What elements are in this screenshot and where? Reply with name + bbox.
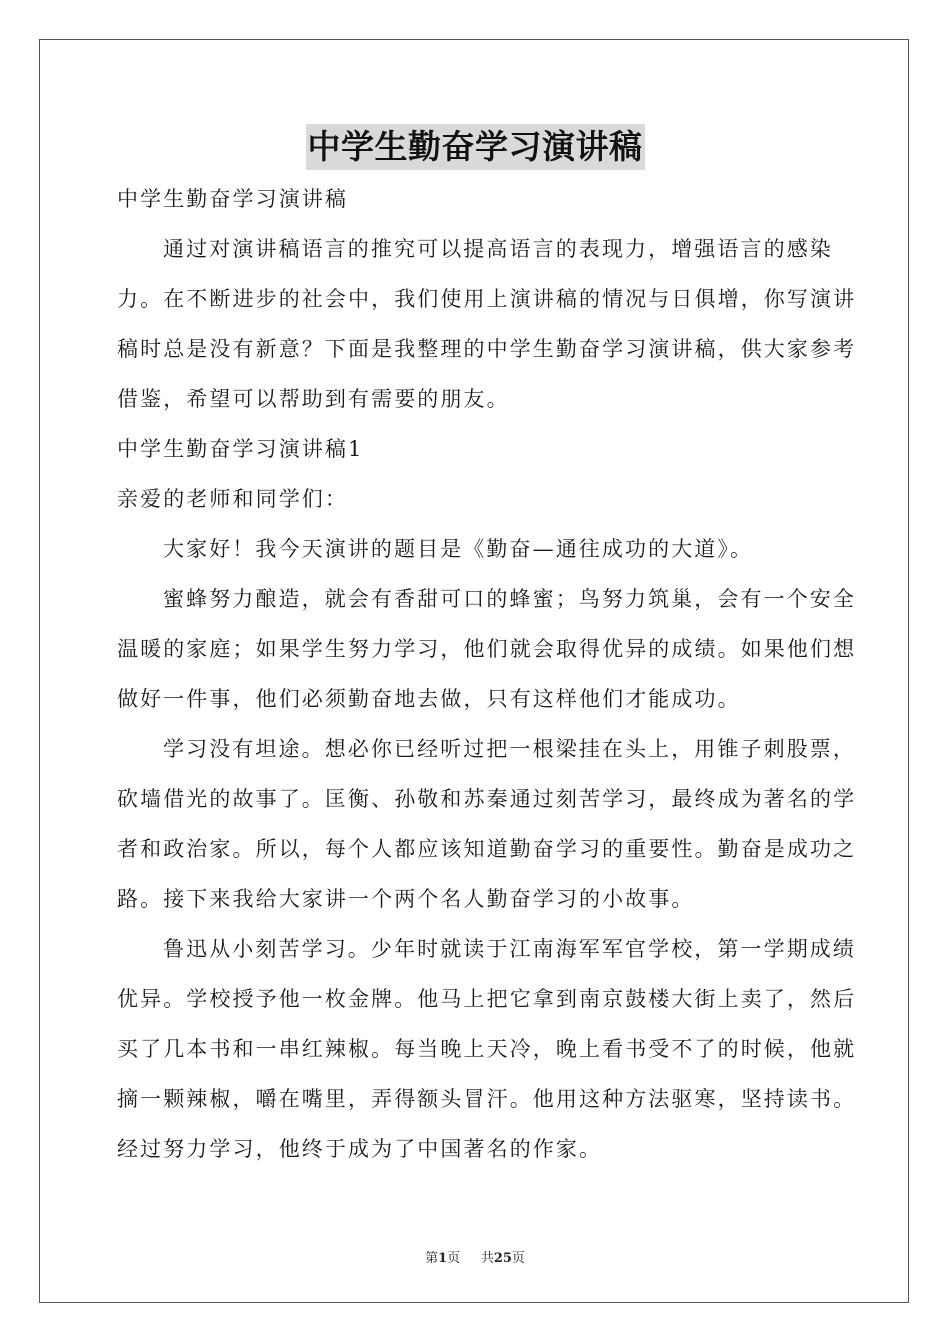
title-container <box>0 124 950 170</box>
document-title: 中学生勤奋学习演讲稿 <box>306 124 645 170</box>
paragraph-subtitle: 中学生勤奋学习演讲稿 <box>117 187 348 211</box>
paragraph-greeting: 大家好！我今天演讲的题目是《勤奋—通往成功的大道》。 <box>163 537 754 561</box>
paragraph-body: 鲁迅从小刻苦学习。少年时就读于江南海军军官学校，第一学期成绩优异。学校授予他一枚金牌。他马上把它拿到南京鼓楼大街上卖了，然后买了几本书和一串红辣椒。每当晚上天冷，晚上看书受不了的时候，他就摘一颗辣椒，嚼在嘴里，弄得额头冒汗。他用这种方法驱寒，坚持读书。经过努力学习，他终于成为了中国著名的作家。 <box>117 937 857 1161</box>
page-number-label: 第1页 <box>425 1251 461 1266</box>
page-footer <box>0 1247 950 1266</box>
paragraph-salutation: 亲爱的老师和同学们： <box>117 487 348 511</box>
paragraph-body: 蜜蜂努力酿造，就会有香甜可口的蜂蜜；鸟努力筑巢，会有一个安全温暖的家庭；如果学生努力学习，他们就会取得优异的成绩。如果他们想做好一件事，他们必须勤奋地去做，只有这样他们才能成功。 <box>117 587 857 711</box>
document-body <box>117 174 857 1174</box>
paragraph-intro: 通过对演讲稿语言的推究可以提高语言的表现力，增强语言的感染力。在不断进步的社会中，我们使用上演讲稿的情况与日俱增，你写演讲稿时总是没有新意？下面是我整理的中学生勤奋学习演讲稿，供大家参考借鉴，希望可以帮助到有需要的朋友。 <box>117 237 857 411</box>
paragraph-body: 学习没有坦途。想必你已经听过把一根梁挂在头上，用锥子刺股票，砍墙借光的故事了。匡衡、孙敬和苏秦通过刻苦学习，最终成为著名的学者和政治家。所以，每个人都应该知道勤奋学习的重要性。勤奋是成功之路。接下来我给大家讲一个两个名人勤奋学习的小故事。 <box>117 737 857 911</box>
page-total-label: 共25页 <box>480 1251 525 1266</box>
paragraph-section-heading: 中学生勤奋学习演讲稿1 <box>117 437 364 461</box>
